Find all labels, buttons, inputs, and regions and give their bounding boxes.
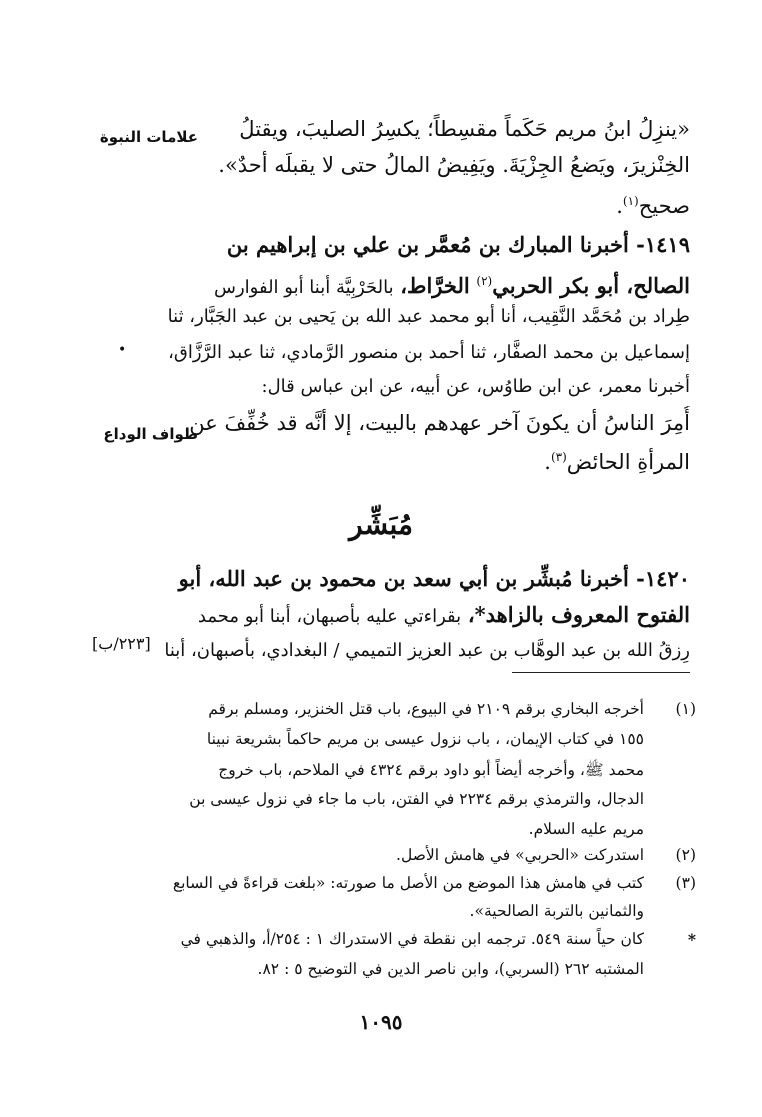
- margin-folio-reference: [٢٢٣/ب]: [92, 634, 151, 653]
- entry-1419-line-6: أُمِرَ الناسُ أن يكونَ آخر عهدهم بالبيت، إلا أنَّه قد خُفِّفَ عن: [189, 411, 690, 435]
- entry-1420-line-3: رِزقُ الله بن عبد الوهَّاب بن عبد العزيز التميمي / البغدادي، بأصبهان، أبنا: [164, 640, 690, 661]
- entry-1420-line-1: ١٤٢٠- أخبرنا مُبشِّر بن أبي سعد بن محمود بن عبد الله، أبو: [178, 566, 690, 591]
- footnote-line: أخرجه البخاري برقم ٢١٠٩ في البيوع، باب قتل الخنزير، ومسلم برقم: [208, 700, 644, 718]
- hadith-line-3: [78, 184, 690, 223]
- period: .: [544, 450, 551, 474]
- footnote-number: (٣): [675, 874, 696, 892]
- text: المرأةِ الحائض: [566, 450, 690, 474]
- footnote-divider: [512, 672, 690, 673]
- section-heading: مُبَشِّر: [349, 508, 413, 541]
- footnote-line: كان حياً سنة ٥٤٩. ترجمه ابن نقطة في الاستدراك ١ : ٢٥٤/أ، والذهبي في: [180, 930, 644, 948]
- footnote-line: استدركت «الحربي» في هامش الأصل.: [396, 846, 644, 864]
- chain-text: بقراءتي عليه بأصبهان، أبنا أبو محمد: [197, 606, 462, 627]
- chain-text: بالحَرْبِيَّة أبنا أبو الفوارس: [214, 277, 394, 298]
- footnote-line: محمد ﷺ، وأخرجه أيضاً أبو داود برقم ٤٣٢٤ في الملاحم، باب خروج: [218, 761, 644, 779]
- narrator-name: الصالح، أبو بكر الحربي: [492, 273, 690, 298]
- hadith-grade: صحيح: [638, 194, 690, 218]
- footnote-line: مريم عليه السلام.: [528, 820, 644, 838]
- entry-1419-line-1: ١٤١٩- أخبرنا المبارك بن مُعمَّر بن علي بن إبراهيم بن: [226, 232, 690, 257]
- footnote-line: المشتبه ٢٦٢ (السربي)، وابن ناصر الدين في التوضيح ٥ : ٨٢.: [257, 960, 644, 978]
- footnote-line: والثمانين بالتربة الصالحية».: [469, 902, 644, 920]
- hadith-line-2: الخِنْزيرَ، ويَضعُ الجِزْيَةَ. ويَفِيضُ المالُ حتى لا يقبلَه أحدٌ».: [218, 153, 690, 177]
- footnote-mark: (١): [622, 194, 639, 208]
- footnote-number: (١): [675, 700, 696, 718]
- entry-1419-line-2: [78, 264, 690, 305]
- footnote-number: (٢): [675, 846, 696, 864]
- footnote-mark: (٣): [550, 450, 567, 464]
- margin-dot: •: [118, 342, 127, 358]
- entry-1419-line-4: إسماعيل بن محمد الصفَّار، ثنا أحمد بن منصور الرَّمادي، ثنا عبد الرَّزَّاق،: [168, 342, 690, 363]
- entry-1420-line-2: [78, 598, 690, 634]
- footnote-mark: (٢): [476, 274, 493, 288]
- page-number: ١٠٩٥: [359, 1010, 403, 1034]
- margin-note-prophecy-signs: علامات النبوة: [99, 128, 198, 146]
- hadith-line-1: «ينزِلُ ابنُ مريم حَكَماً مقسِطاً؛ يكسِرُ الصليبَ، ويقتلُ: [239, 117, 690, 141]
- footnote-number: *: [687, 930, 696, 949]
- footnote-line: كتب في هامش هذا الموضع من الأصل ما صورته: «بلغت قراءةً في السابع: [172, 874, 644, 892]
- entry-1419-line-7: [78, 440, 690, 479]
- footnote-line: ١٥٥ في كتاب الإيمان، ، باب نزول عيسى بن مريم حاكماً بشريعة نبينا: [206, 730, 644, 748]
- entry-1419-line-3: طِراد بن مُحَمَّد النَّقِيب، أنا أبو محمد عبد الله بن يَحيى بن عبد الجَبَّار، ثنا: [167, 306, 690, 327]
- narrator-name: الفتوح المعروف بالزاهد*،: [467, 602, 690, 627]
- footnote-line: الدجال، والترمذي برقم ٢٢٣٤ في الفتن، باب ما جاء في نزول عيسى بن: [189, 790, 644, 808]
- entry-1419-line-5: أخبرنا معمر، عن ابن طاوُس، عن أبيه، عن ابن عباس قال:: [261, 376, 690, 397]
- margin-note-farewell-tawaf: طواف الوداع: [103, 425, 198, 443]
- narrator-profession: الخرَّاط،: [400, 273, 470, 298]
- period: .: [616, 194, 623, 218]
